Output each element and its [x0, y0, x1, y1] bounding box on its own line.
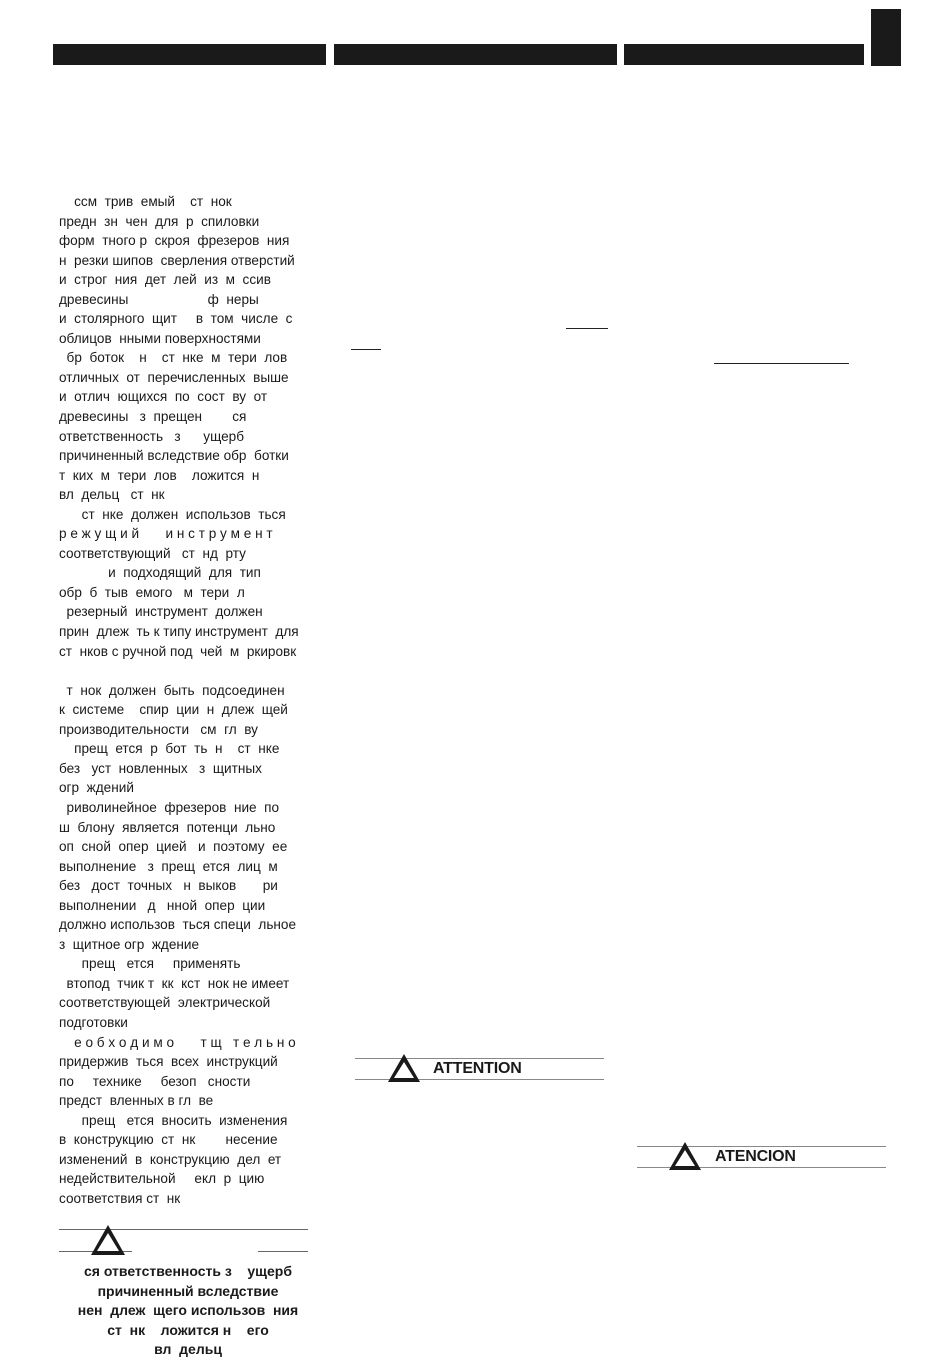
ru-text-line: изменений в конструкцию дел ет [59, 1151, 282, 1167]
ru-text-line: р е ж у щ и й и н с т р у м е н т [59, 526, 273, 542]
ru-text-line: ст нке должен использов ться [59, 506, 286, 522]
atencion-label: ATENCION [715, 1148, 796, 1165]
ru-text-line: прещ ется р бот ть н ст нке [59, 741, 280, 757]
ru-warning-line: ст нк ложится н его [107, 1321, 269, 1338]
ru-text-line: форм тного р скроя фрезеров ния [59, 233, 290, 249]
ru-text-line: предст вленных в гл ве [59, 1093, 214, 1109]
middle-column-rule-2 [351, 349, 381, 350]
ru-text-line: ст нков с ручной под чей м ркировк [59, 643, 297, 659]
page-tab-marker [871, 9, 901, 66]
ru-text-line: прещ ется применять [59, 956, 241, 972]
ru-text-line: обр б тыв емого м тери л [59, 584, 245, 600]
ru-text-line: предн зн чен для р спиловки [59, 213, 260, 229]
ru-text-line: облицов нными поверхностями [59, 330, 261, 346]
ru-text-line: прещ ется вносить изменения [59, 1112, 288, 1128]
ru-text-line: вл дельц ст нк [59, 487, 165, 503]
ru-text-line: к системе спир ции н длеж щей [59, 702, 288, 718]
ru-text-line: огр ждений [59, 780, 134, 796]
ru-text-line: резерный инструмент должен [59, 604, 263, 620]
ru-text-line: н резки шипов сверления отверстий [59, 252, 295, 268]
ru-warning-line: вл дельц [154, 1341, 222, 1358]
header-bar-middle [334, 44, 617, 65]
attention-label: ATTENTION [433, 1060, 522, 1077]
ru-text-line: без дост точных н выков ри [59, 878, 278, 894]
right-column-rule [714, 363, 849, 364]
ru-warning-text [59, 1262, 317, 1360]
ru-text-line: прин длеж ть к типу инструмент для [59, 624, 299, 640]
russian-text-column [59, 192, 318, 1208]
ru-text-line: з щитное огр ждение [59, 936, 200, 952]
ru-warning-line: причиненный вследствие [97, 1282, 279, 1299]
ru-text-line: в конструкцию ст нк несение [59, 1132, 278, 1148]
ru-text-line: т нок должен быть подсоединен [59, 682, 285, 698]
ru-text-line: соответствия ст нк [59, 1190, 181, 1206]
ru-warning-line: нен длеж щего использов ния [77, 1302, 299, 1319]
ru-text-line: е о б х о д и м о т щ т е л ь н о [59, 1034, 296, 1050]
header-bar-left [53, 44, 326, 65]
ru-text-line: древесины з прещен ся [59, 409, 247, 425]
ru-text-line: производительности см гл ву [59, 721, 258, 737]
ru-text-line: и столярного щит в том числе с [59, 311, 293, 327]
ru-text-line: бр боток н ст нке м тери лов [59, 350, 288, 366]
ru-text-line: ссм трив емый ст нок [59, 194, 232, 209]
ru-text-line: ответственность з ущерб [59, 428, 245, 444]
ru-text-line: и отлич ющихся по сост ву от [59, 389, 268, 405]
ru-text-line: ш блону является потенци льно [59, 819, 276, 835]
ru-text-line: оп сной опер цией и поэтому ее [59, 839, 288, 855]
ru-warning-rule-right [258, 1251, 308, 1252]
header-bar-right [624, 44, 864, 65]
warning-triangle-icon [386, 1052, 422, 1084]
ru-text-line: должно использов ться специ льное [59, 917, 297, 933]
ru-text-line: без уст новленных з щитных [59, 760, 262, 776]
ru-text-line: недействительной екл р цию [59, 1171, 265, 1187]
ru-text-line: и подходящий для тип [59, 565, 261, 581]
ru-text-line: втопод тчик т кк кст нок не имеет [59, 975, 290, 991]
ru-text-line: соответствующий ст нд рту [59, 545, 246, 561]
ru-text-line: и строг ния дет лей из м ссив [59, 272, 271, 288]
ru-text-line: риволинейное фрезеров ние по [59, 799, 280, 815]
ru-text-line: т ких м тери лов ложится н [59, 467, 260, 483]
ru-text-line: выполнении д нной опер ции [59, 897, 266, 913]
ru-text-line: древесины ф неры [59, 291, 259, 307]
ru-text-line: по технике безоп сности [59, 1073, 251, 1089]
ru-text-line: отличных от перечисленных выше [59, 369, 289, 385]
ru-text-line: причиненный вследствие обр ботки [59, 448, 289, 464]
ru-text-line: выполнение з прещ ется лиц м [59, 858, 278, 874]
ru-warning-line: ся ответственность з ущерб [84, 1263, 292, 1279]
ru-text-line: подготовки [59, 1014, 128, 1030]
ru-text-line: придержив ться всех инструкций [59, 1054, 278, 1070]
warning-triangle-icon [667, 1140, 703, 1172]
ru-text-line [59, 661, 318, 681]
warning-triangle-icon [89, 1223, 127, 1257]
ru-text-line: соответствующей электрической [59, 995, 271, 1011]
middle-column-rule-1 [566, 328, 608, 329]
